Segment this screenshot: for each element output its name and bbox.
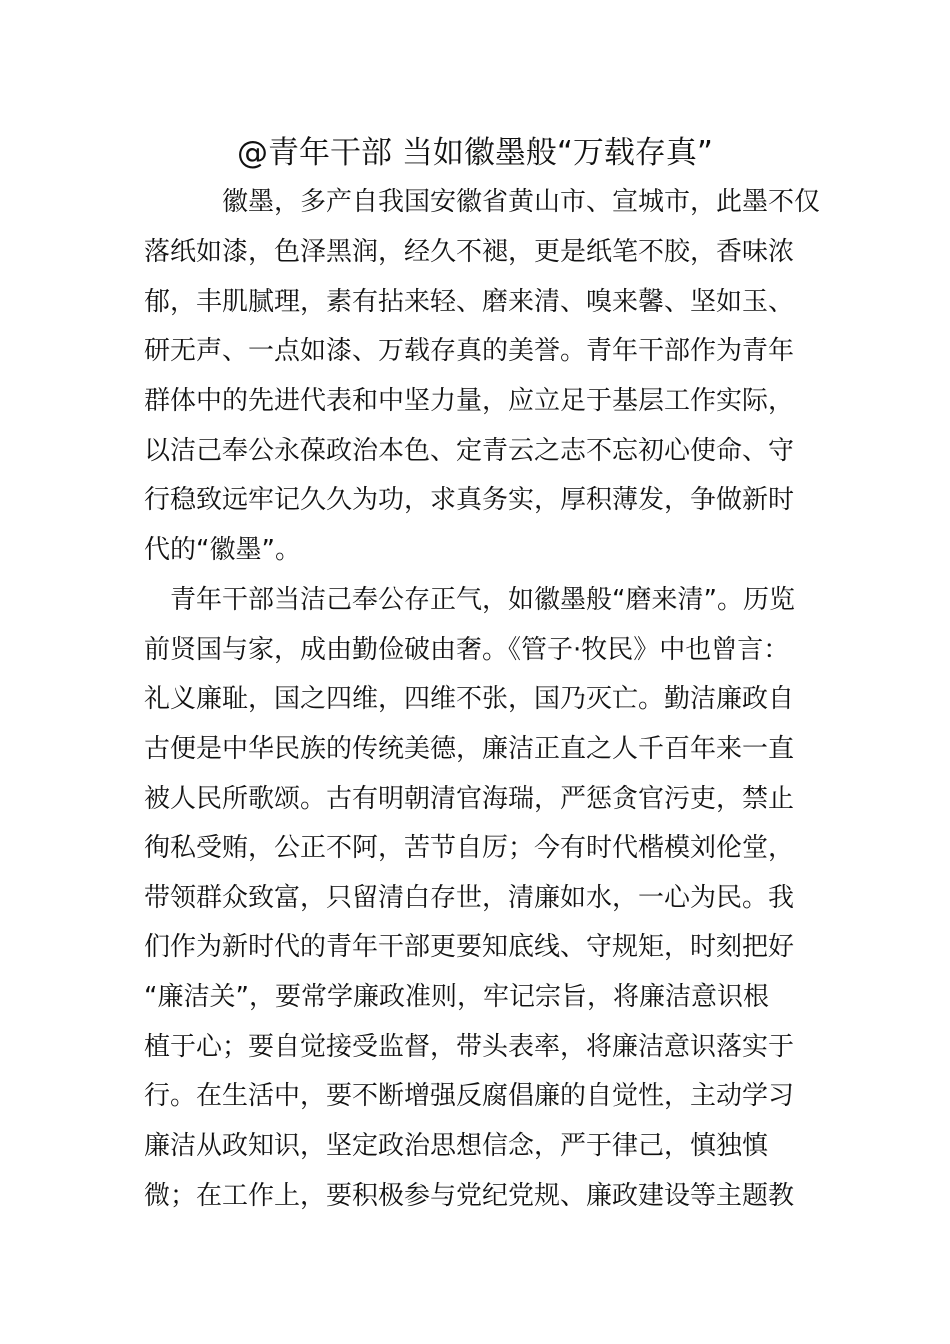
paragraph-2-line: 微；在工作上，要积极参与党纪党规、廉政建设等主题教 (144, 1181, 795, 1211)
paragraph-1-line: 以洁己奉公永葆政治本色、定青云之志不忘初心使命、守 (144, 436, 795, 466)
paragraph-2-line: 行。在生活中，要不断增强反腐倡廉的自觉性，主动学习 (144, 1081, 795, 1111)
paragraph-2-line: 廉洁从政知识，坚定政治思想信念，严于律己，慎独慎 (144, 1131, 769, 1161)
paragraph-1-line: 群体中的先进代表和中坚力量，应立足于基层工作实际， (144, 386, 795, 416)
paragraph-1-line: 落纸如漆，色泽黑润，经久不褪，更是纸笔不胶，香味浓 (144, 237, 795, 267)
paragraph-2-line: 礼义廉耻，国之四维，四维不张，国乃灭亡。勤洁廉政自 (144, 684, 795, 714)
document-title: @青年干部 当如徽墨般“万载存真” (237, 135, 713, 171)
paragraph-1-line: 郁，丰肌腻理，素有拈来轻、磨来清、嗅来馨、坚如玉、 (144, 287, 795, 317)
paragraph-1-line: 行稳致远牢记久久为功，求真务实，厚积薄发，争做新时 (144, 485, 795, 515)
paragraph-2-line: 被人民所歌颂。古有明朝清官海瑞，严惩贪官污吏，禁止 (144, 784, 795, 814)
paragraph-2-line: 植于心；要自觉接受监督，带头表率，将廉洁意识落实于 (144, 1032, 795, 1062)
paragraph-1-line: 代的“徽墨”。 (144, 535, 301, 565)
paragraph-2-line: “廉洁关”，要常学廉政准则，牢记宗旨，将廉洁意识根 (144, 982, 769, 1012)
paragraph-2-line: 青年干部当洁己奉公存正气，如徽墨般“磨来清”。历览 (170, 585, 795, 615)
paragraph-2-line: 徇私受贿，公正不阿，苦节自厉；今有时代楷模刘伦堂， (144, 833, 795, 863)
paragraph-1-line: 徽墨，多产自我国安徽省黄山市、宣城市，此墨不仅 (222, 187, 821, 217)
paragraph-2-line: 们作为新时代的青年干部更要知底线、守规矩，时刻把好 (144, 932, 795, 962)
paragraph-1-line: 研无声、一点如漆、万载存真的美誉。青年干部作为青年 (144, 336, 795, 366)
paragraph-2-line: 前贤国与家，成由勤俭破由奢。《管子·牧民》中也曾言： (144, 635, 790, 665)
paragraph-2-line: 带领群众致富，只留清白存世，清廉如水，一心为民。我 (144, 883, 795, 913)
paragraph-2-line: 古便是中华民族的传统美德，廉洁正直之人千百年来一直 (144, 734, 795, 764)
